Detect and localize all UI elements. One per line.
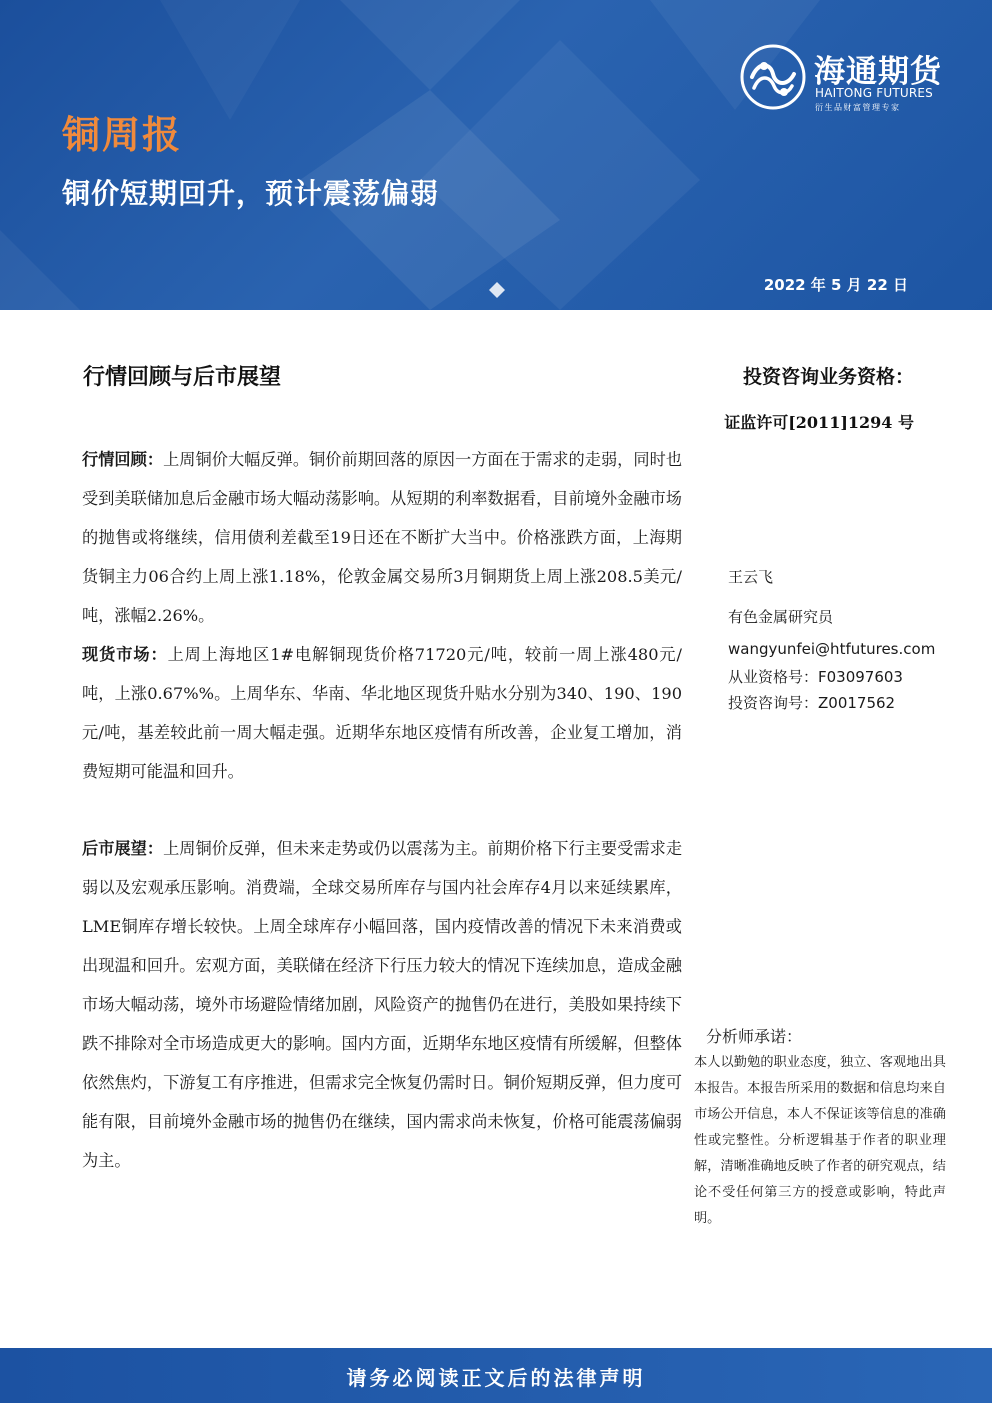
report-header xyxy=(0,0,992,310)
legal-notice: 请务必阅读正文后的法律声明 xyxy=(346,1366,646,1390)
paragraph-lead: 现货市场： xyxy=(82,645,168,664)
paragraph-lead: 行情回顾： xyxy=(82,450,164,469)
analyst-consult-number: 投资咨询号：Z0017562 xyxy=(728,694,896,712)
paragraph-text: 上周铜价大幅反弹。铜价前期回落的原因一方面在于需求的走弱，同时也受到美联储加息后金融市场大幅动荡影响。从短期的利率数据看，目前境外金融市场的抛售或将继续，信用债利差截至19日还在不断扩大当中。价格涨跌方面，上海期货铜主力06合约上周上涨1.18%，伦敦金属交易所3月铜期货上周上涨208.5美元/吨，涨幅2.26%。 xyxy=(82,450,683,625)
paragraph-spot-market xyxy=(82,635,682,791)
paragraph-lead: 后市展望： xyxy=(82,839,164,858)
company-logo xyxy=(740,44,955,114)
paragraph-market-review xyxy=(82,440,682,635)
logo-name-en: HAITONG FUTURES xyxy=(815,86,933,100)
qualification-title: 投资咨询业务资格： xyxy=(742,366,914,388)
section-title: 行情回顾与后市展望 xyxy=(83,364,282,390)
commitment-text: 本人以勤勉的职业态度，独立、客观地出具本报告。本报告所采用的数据和信息均来自市场公开信息，本人不保证该等信息的准确性或完整性。分析逻辑基于作者的职业理解，清晰准确地反映了作者的研究观点，结论不受任何第三方的授意或影响，特此声明。 xyxy=(694,1055,946,1226)
license-number: 证监许可[2011]1294 号 xyxy=(724,413,914,432)
logo-slogan: 衍生品财富管理专家 xyxy=(815,103,901,112)
report-type-title: 铜周报 xyxy=(62,112,183,157)
analyst-name: 王云飞 xyxy=(728,568,774,586)
paragraph-text: 上周铜价反弹，但未来走势或仍以震荡为主。前期价格下行主要受需求走弱以及宏观承压影响。消费端，全球交易所库存与国内社会库存4月以来延续累库，LME铜库存增长较快。上周全球库存小幅回落，国内疫情改善的情况下未来消费或出现温和回升。宏观方面，美联储在经济下行压力较大的情况下连续加息，造成金融市场大幅动荡，境外市场避险情绪加剧，风险资产的抛售仍在进行，美股如果持续下跌不排除对全市场造成更大的影响。国内方面，近期华东地区疫情有所缓解，但整体依然焦灼，下游复工有序推进，但需求完全恢复仍需时日。铜价短期反弹，但力度可能有限，目前境外金融市场的抛售仍在继续，国内需求尚未恢复，价格可能震荡偏弱为主。 xyxy=(82,839,683,1170)
report-headline: 铜价短期回升，预计震荡偏弱 xyxy=(62,177,440,210)
paragraph-text: 上周上海地区1#电解铜现货价格71720元/吨，较前一周上涨480元/吨，上涨0.67%%。上周华东、华南、华北地区现货升贴水分别为340、190、190元/吨，基差较此前一周大幅走强。近期华东地区疫情有所改善，企业复工增加，消费短期可能温和回升。 xyxy=(82,645,682,781)
analyst-title: 有色金属研究员 xyxy=(728,608,834,626)
analyst-practice-number: 从业资格号：F03097603 xyxy=(728,668,903,686)
footer-bar xyxy=(0,1348,992,1403)
logo-emblem-icon xyxy=(740,44,806,110)
logo-name-cn: 海通期货 xyxy=(814,54,942,90)
paragraph-outlook xyxy=(82,829,682,1180)
report-date: 2022 年 5 月 22 日 xyxy=(763,276,908,294)
analyst-email: wangyunfei@htfutures.com xyxy=(728,640,936,658)
commitment-title: 分析师承诺： xyxy=(706,1027,803,1046)
main-content xyxy=(82,440,682,1180)
